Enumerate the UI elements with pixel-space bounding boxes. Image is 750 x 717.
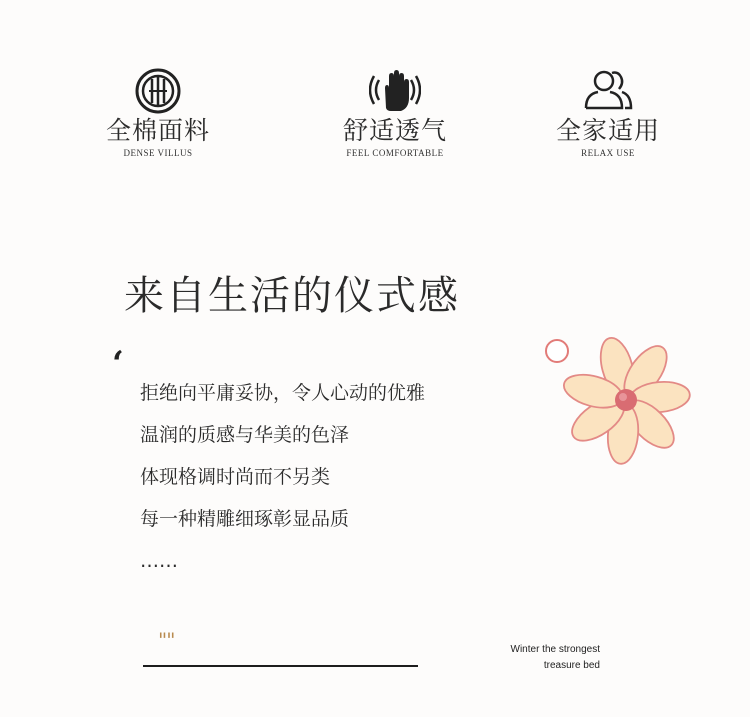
flower-center (615, 389, 637, 411)
feature-cotton (78, 68, 238, 158)
quote-ellipsis: …… (140, 550, 178, 572)
cotton-fabric-icon (132, 68, 184, 114)
quote-line: 拒绝向平庸妥协，令人心动的优雅 (140, 382, 426, 404)
tagline-line-1: Winter the strongest (510, 644, 600, 655)
quote-line: 每一种精雕细琢彰显品质 (140, 508, 350, 530)
feature-family (528, 68, 688, 158)
feature-breathable (315, 68, 475, 158)
feature-row (0, 68, 750, 178)
divider-line (143, 665, 418, 667)
bubble-icon (546, 340, 568, 362)
feature-subtitle: FEEL COMFORTABLE (346, 148, 444, 158)
quote-line: 体现格调时尚而不另类 (140, 466, 331, 488)
open-quote-mark: ‘ (112, 344, 124, 384)
feature-title: 全棉面料 (105, 116, 210, 145)
feature-subtitle: DENSE VILLUS (123, 148, 193, 158)
hand-breathable-icon (369, 68, 421, 114)
feature-title: 全家适用 (555, 116, 660, 145)
tagline-line-2: treasure bed (543, 660, 600, 671)
close-quote-mark: "" (158, 628, 175, 652)
family-users-icon (582, 68, 634, 114)
quote-lines (140, 372, 425, 582)
flower-decoration (540, 335, 700, 475)
quote-line: 温润的质感与华美的色泽 (140, 424, 350, 446)
headline: 来自生活的仪式感 (124, 273, 460, 319)
tagline (511, 642, 600, 674)
feature-title: 舒适透气 (342, 116, 447, 145)
feature-subtitle: RELAX USE (581, 148, 635, 158)
